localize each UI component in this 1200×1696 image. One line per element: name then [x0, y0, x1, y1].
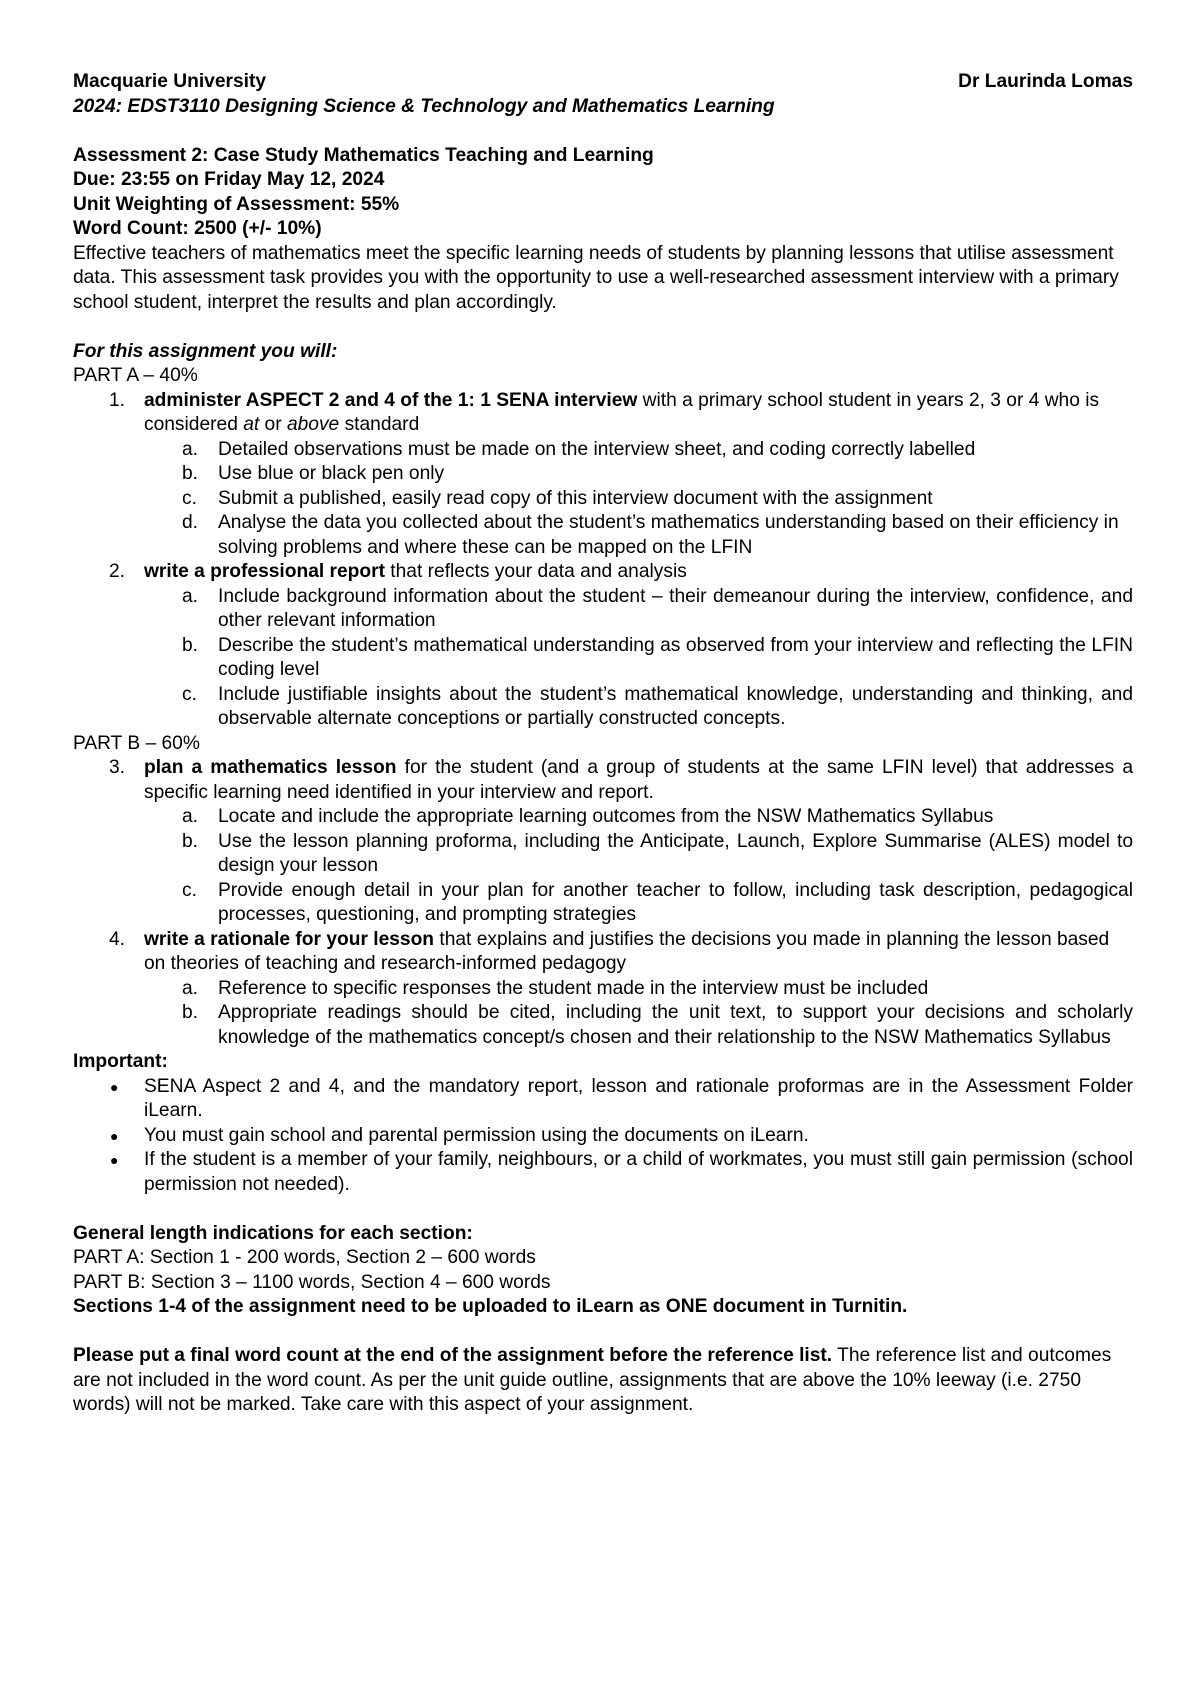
part-a-heading: PART A – 40% [73, 365, 198, 386]
sub-item [73, 438, 1133, 463]
sub-marker: c. [182, 487, 197, 509]
sub-marker: a. [182, 806, 199, 827]
important-bullet [73, 1124, 1133, 1149]
bullet-text: You must gain school and parental permission using the documents on iLearn. [144, 1124, 809, 1146]
sub-item [73, 879, 1133, 928]
list-number: 4. [109, 928, 126, 950]
sub-text: Analyse the data you collected about the student’s mathematics understanding based on their efficiency in solving problems and where these can be mapped on the LFIN [218, 512, 1119, 558]
sub-item [73, 511, 1133, 560]
sub-item [73, 977, 1133, 1002]
emphasis-at: at [243, 414, 260, 435]
bullet-icon: ● [110, 1127, 119, 1144]
upload-instruction: Sections 1-4 of the assignment need to be uploaded to iLearn as ONE document in Turnitin. [73, 1296, 908, 1317]
sub-text: Locate and include the appropriate learning outcomes from the NSW Mathematics Syllabus [218, 806, 994, 827]
task-item-text: that explains and justifies the decisions you made in planning the lesson based on theories of teaching and research-informed pedagogy [144, 928, 1110, 974]
length-part-a: PART A: Section 1 - 200 words, Section 2 – 600 words [73, 1247, 536, 1268]
document-page [73, 70, 1133, 1418]
bullet-icon: ● [110, 1078, 119, 1095]
due-date: Due: 23:55 on Friday May 12, 2024 [73, 169, 385, 190]
sub-marker: b. [182, 1002, 199, 1023]
sub-item [73, 1001, 1133, 1050]
task-item-bold: administer ASPECT 2 and 4 of the 1: 1 SENA interview [144, 389, 638, 411]
sub-marker: a. [182, 585, 199, 607]
word-count: Word Count: 2500 (+/- 10%) [73, 218, 322, 239]
sub-text: Submit a published, easily read copy of this interview document with the assignment [218, 487, 933, 509]
bullet-text: SENA Aspect 2 and 4, and the mandatory report, lesson and rationale proformas are in the Assessment Folder iLearn. [144, 1075, 1133, 1121]
sub-text: Use the lesson planning proforma, including the Anticipate, Launch, Explore Summarise (ALES) model to design your lesson [218, 830, 1133, 876]
sub-text: Use blue or black pen only [218, 463, 445, 484]
sub-marker: d. [182, 512, 199, 533]
length-part-b: PART B: Section 3 – 1100 words, Section 4 – 600 words [73, 1271, 551, 1293]
bullet-text: If the student is a member of your family, neighbours, or a child of workmates, you must still gain permission (school permission not needed). [144, 1149, 1133, 1195]
sub-item [73, 462, 1133, 487]
sub-marker: a. [182, 438, 199, 460]
list-number: 1. [109, 389, 126, 411]
sub-marker: b. [182, 463, 199, 484]
task-item-text: with a primary school student in years 2, 3 or 4 who is considered [144, 389, 1100, 435]
intro-paragraph: Effective teachers of mathematics meet the specific learning needs of students by planning lessons that utilise assessment data. This assessment task provides you with the opportunity to use a well-researched assessment interview with a primary school student, interpret the results and plan accordingly. [73, 242, 1119, 313]
task-item-text: or [259, 414, 287, 435]
task-item-text: standard [339, 414, 420, 435]
sub-item [73, 487, 1133, 512]
list-number: 2. [109, 561, 126, 582]
sub-text: Detailed observations must be made on the interview sheet, and coding correctly labelled [218, 438, 976, 460]
task-item-bold: plan a mathematics lesson [144, 757, 397, 778]
university-name: Macquarie University [73, 71, 267, 92]
final-text: The reference list and outcomes are not included in the word count. As per the unit guide outline, assignments that are above the 10% leeway (i.e. 2750 words) will not be marked. Take care with this aspect of your assignment. [73, 1345, 1112, 1415]
emphasis-above: above [286, 414, 340, 435]
final-bold: Please put a final word count at the end of the assignment before the reference list. [73, 1345, 833, 1366]
sub-marker: c. [182, 879, 197, 901]
sub-marker: c. [182, 683, 197, 705]
sub-text: Include background information about the student – their demeanour during the interview, confidence, and other relevant information [218, 585, 1133, 631]
author-name: Dr Laurinda Lomas [958, 71, 1133, 92]
sub-item [73, 585, 1133, 634]
header-row [73, 70, 1133, 95]
important-heading: Important: [73, 1051, 168, 1072]
sub-text: Reference to specific responses the student made in the interview must be included [218, 977, 929, 999]
sub-item [73, 683, 1133, 732]
sub-item [73, 805, 1133, 830]
sub-marker: a. [182, 977, 199, 999]
important-bullet [73, 1148, 1133, 1197]
task-item-bold: write a professional report [144, 561, 385, 582]
unit-weighting: Unit Weighting of Assessment: 55% [73, 193, 400, 215]
sub-marker: b. [182, 830, 199, 852]
task-item-bold: write a rationale for your lesson [144, 928, 435, 950]
important-bullet [73, 1075, 1133, 1124]
task-item-text: that reflects your data and analysis [384, 561, 687, 582]
task-item-4 [73, 928, 1133, 977]
sub-text: Describe the student’s mathematical understanding as observed from your interview and reflecting the LFIN coding level [218, 634, 1133, 680]
sub-marker: b. [182, 634, 199, 656]
sub-text: Appropriate readings should be cited, including the unit text, to support your decisions and scholarly knowledge of the mathematics concept/s chosen and their relationship to the NSW Mathematics Syllabus [218, 1002, 1133, 1048]
part-b-heading: PART B – 60% [73, 732, 200, 754]
tasks-heading: For this assignment you will: [73, 340, 338, 362]
task-item-text: for the student (and a group of students at the same LFIN level) that addresses a specific learning need identified in your interview and report. [144, 757, 1134, 803]
sub-text: Provide enough detail in your plan for another teacher to follow, including task description, pedagogical processes, questioning, and prompting strategies [218, 879, 1133, 925]
sub-item [73, 634, 1133, 683]
final-paragraph [73, 1344, 1133, 1418]
bullet-icon: ● [110, 1152, 119, 1168]
sub-item [73, 830, 1133, 879]
length-heading: General length indications for each section: [73, 1222, 473, 1244]
task-item-1 [73, 389, 1133, 438]
task-item-2 [73, 560, 1133, 585]
unit-title: 2024: EDST3110 Designing Science & Technology and Mathematics Learning [73, 95, 775, 117]
task-item-3 [73, 756, 1133, 805]
sub-text: Include justifiable insights about the student’s mathematical knowledge, understanding and thinking, and observable alternate conceptions or partially constructed concepts. [218, 683, 1133, 729]
assessment-title: Assessment 2: Case Study Mathematics Teaching and Learning [73, 144, 654, 166]
list-number: 3. [109, 757, 126, 778]
